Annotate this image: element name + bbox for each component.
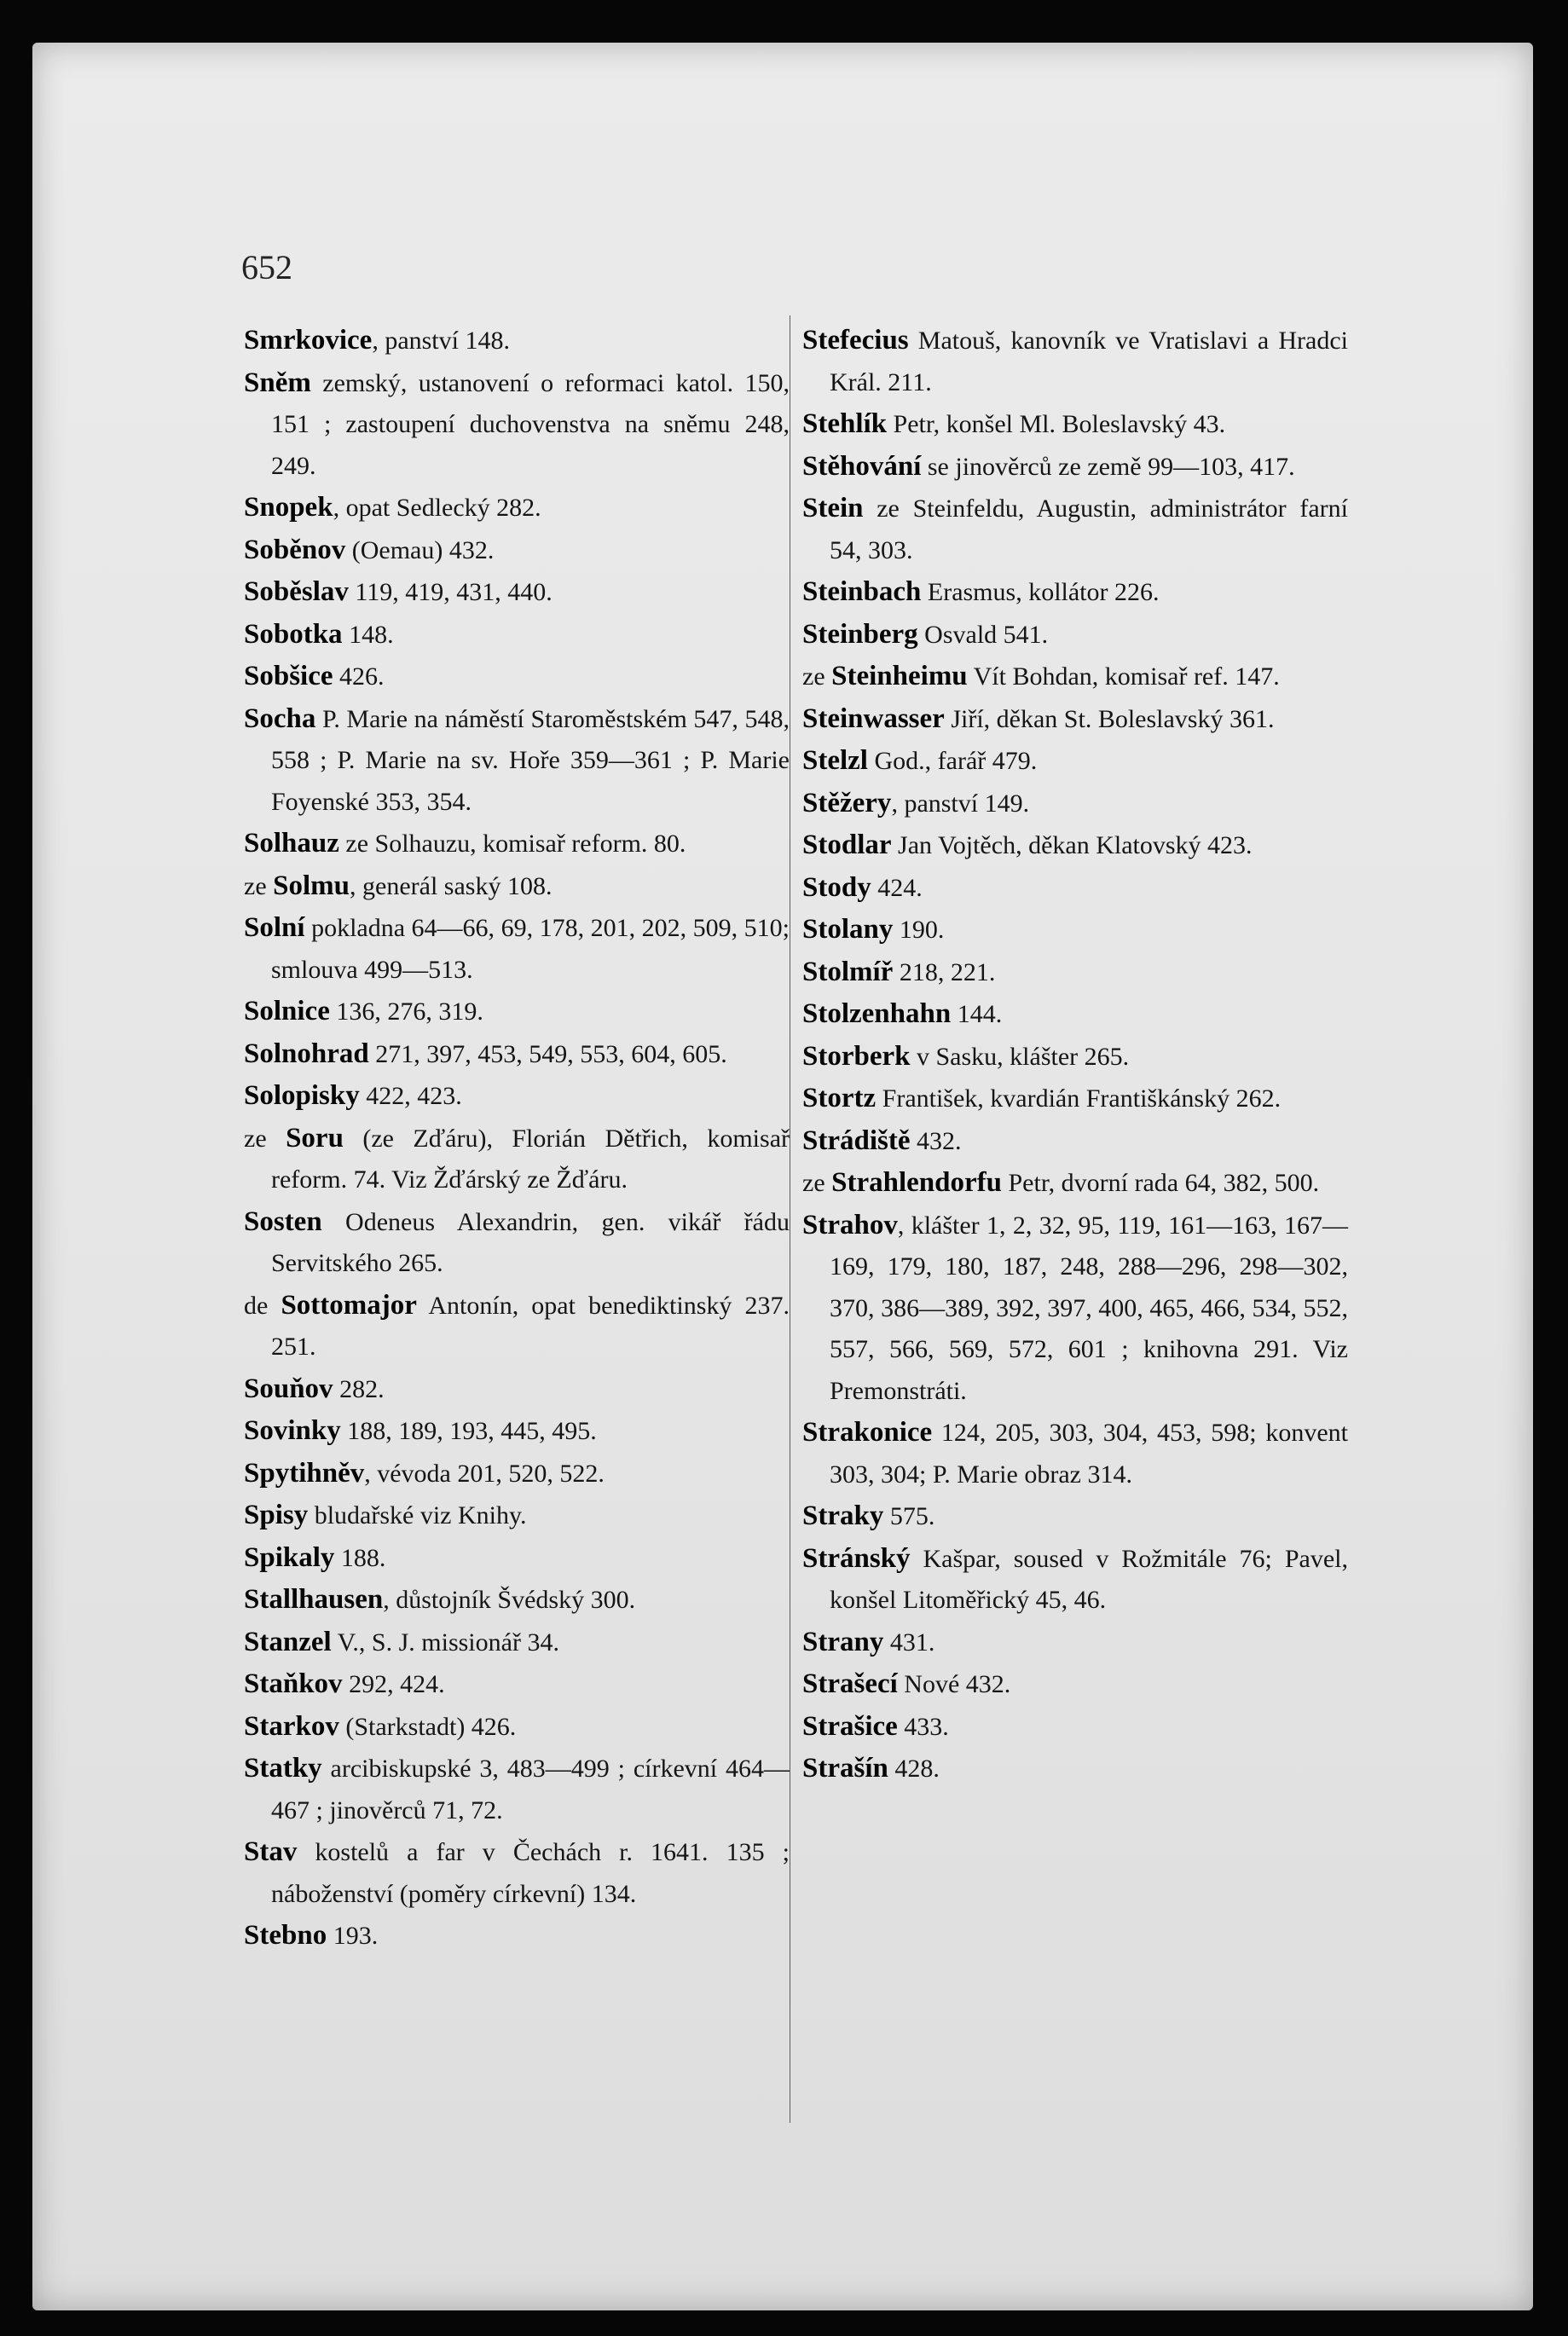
- entry-text: ze Steinfeldu, Augustin, administrátor farní 54, 303.: [830, 494, 1348, 564]
- index-entry: [244, 1706, 790, 1749]
- entry-headword: Steinheimu: [831, 661, 968, 691]
- entry-headword: Stelzl: [802, 745, 868, 776]
- entry-headword: Starkov: [244, 1710, 339, 1742]
- index-entry: [244, 1368, 790, 1411]
- entry-text: pokladna 64—66, 69, 178, 201, 202, 509, 510; smlouva 499—513.: [271, 914, 790, 984]
- entry-headword: Stanzel: [244, 1626, 332, 1657]
- entry-headword: Stolmíř: [802, 956, 894, 987]
- index-entry: [802, 1162, 1348, 1205]
- entry-headword: Strahlendorfu: [831, 1167, 1002, 1198]
- entry-text: 190.: [893, 916, 945, 944]
- index-entry: [244, 571, 790, 614]
- entry-headword: Strádiště: [802, 1125, 911, 1156]
- index-entry: [244, 991, 790, 1033]
- entry-text: Jan Vojtěch, děkan Klatovský 423.: [891, 831, 1253, 859]
- index-entry: [244, 1033, 790, 1076]
- index-entry: [802, 571, 1348, 614]
- entry-text: 292, 424.: [342, 1670, 445, 1698]
- entry-headword: Strašín: [802, 1753, 888, 1784]
- index-entry: [244, 907, 790, 991]
- entry-headword: Solnice: [244, 996, 330, 1026]
- entry-text: 575.: [883, 1502, 935, 1530]
- index-entry: [802, 488, 1348, 571]
- index-entry: [802, 1748, 1348, 1790]
- entry-headword: Storberk: [802, 1040, 911, 1072]
- index-entry: [802, 1538, 1348, 1622]
- entry-text: František, kvardián Františkánský 262.: [876, 1084, 1282, 1113]
- index-entry: [244, 1537, 790, 1580]
- index-entry: [802, 698, 1348, 741]
- entry-text: (ze Zďáru), Florián Dětřich, komisař reform. 74. Viz Žďárský ze Žďáru.: [271, 1124, 790, 1194]
- entry-text: Odeneus Alexandrin, gen. vikář řádu Servitského 265.: [271, 1207, 790, 1277]
- index-entry: [802, 320, 1348, 403]
- entry-text: 426.: [333, 662, 385, 691]
- entry-headword: Strašice: [802, 1710, 898, 1742]
- entry-headword: Stehlík: [802, 408, 888, 439]
- entry-text: P. Marie na náměstí Staroměstském 547, 548, 558 ; P. Marie na sv. Hoře 359—361 ; P. Marie Foyenské 353, 354.: [271, 704, 790, 816]
- entry-headword: Solnohrad: [244, 1038, 369, 1069]
- entry-text: Vít Bohdan, komisař ref. 147.: [967, 662, 1280, 691]
- entry-text: Osvald 541.: [917, 620, 1049, 649]
- entry-headword: Spikaly: [244, 1541, 335, 1573]
- entry-text: 282.: [333, 1374, 385, 1403]
- entry-headword: Strany: [802, 1626, 884, 1657]
- entry-text: (Oemau) 432.: [345, 535, 495, 564]
- index-entry: [802, 783, 1348, 825]
- index-entry: [802, 993, 1348, 1036]
- index-entry: [244, 487, 790, 529]
- entry-headword: Stody: [802, 871, 871, 903]
- entry-headword: Solhauz: [244, 828, 339, 859]
- entry-text: se jinověrců ze země 99—103, 417.: [921, 452, 1295, 481]
- index-column-left: [244, 320, 790, 1957]
- index-entry: [244, 1410, 790, 1453]
- entry-text: , generál saský 108.: [350, 871, 553, 900]
- index-entry: [244, 1831, 790, 1915]
- entry-text: , opat Sedlecký 282.: [333, 494, 541, 522]
- index-entry: [802, 1412, 1348, 1495]
- index-entry: [244, 1495, 790, 1537]
- entry-headword: Sosten: [244, 1206, 322, 1237]
- entry-text: 193.: [327, 1922, 379, 1950]
- entry-headword: Stolzenhahn: [802, 998, 952, 1029]
- entry-headword: Socha: [244, 703, 316, 734]
- entry-headword: Stefecius: [802, 325, 909, 356]
- entry-headword: Stolany: [802, 914, 894, 945]
- index-entry: [244, 656, 790, 698]
- entry-text: Matouš, kanovník ve Vratislavi a Hradci Král. 211.: [830, 327, 1348, 396]
- entry-headword: Soru: [286, 1122, 344, 1154]
- entry-text: Kašpar, soused v Rožmitále 76; Pavel, konšel Litoměřický 45, 46.: [830, 1544, 1348, 1614]
- index-entry: [802, 1205, 1348, 1413]
- index-entry: [244, 698, 790, 824]
- index-entry: [802, 824, 1348, 867]
- index-entry: [244, 1579, 790, 1622]
- index-entry: [244, 529, 790, 572]
- index-entry: [802, 656, 1348, 698]
- entry-text: 271, 397, 453, 549, 553, 604, 605.: [368, 1039, 727, 1068]
- index-entry: [802, 1622, 1348, 1664]
- index-entry: [802, 1706, 1348, 1749]
- index-entry: [802, 951, 1348, 994]
- index-entry: [244, 1118, 790, 1201]
- entry-headword: Spytihněv: [244, 1457, 365, 1489]
- entry-prefix: ze: [244, 1124, 286, 1153]
- entry-text: 431.: [883, 1628, 935, 1657]
- index-entry: [802, 1120, 1348, 1163]
- entry-headword: Straky: [802, 1500, 884, 1531]
- entry-headword: Soběslav: [244, 576, 349, 607]
- entry-text: , klášter 1, 2, 32, 95, 119, 161—163, 167—169, 179, 180, 187, 248, 288—296, 298—302, 370, 386—389, 392, 397, 400, 465, 466, 534, 552, 557, 566, 569, 572, 601 ; knihovna 291. Viz Premonstráti.: [830, 1211, 1348, 1405]
- entry-text: 188, 189, 193, 445, 495.: [340, 1417, 597, 1445]
- index-entry: [244, 1622, 790, 1664]
- entry-headword: Statky: [244, 1753, 322, 1784]
- index-entry: [802, 867, 1348, 910]
- entry-headword: Stein: [802, 493, 864, 523]
- entry-headword: Strahov: [802, 1209, 898, 1240]
- index-entry: [802, 1495, 1348, 1538]
- entry-headword: Stránský: [802, 1542, 911, 1574]
- index-entry: [802, 403, 1348, 446]
- entry-text: Nové 432.: [897, 1670, 1011, 1698]
- entry-text: Erasmus, kollátor 226.: [921, 578, 1160, 606]
- entry-headword: Spisy: [244, 1500, 309, 1530]
- entry-text: 136, 276, 319.: [329, 997, 483, 1026]
- index-entry: [244, 320, 790, 362]
- entry-headword: Stortz: [802, 1083, 877, 1113]
- entry-headword: Solní: [244, 912, 305, 943]
- entry-headword: Sněm: [244, 367, 311, 398]
- book-page: [32, 43, 1533, 2310]
- index-entry: [244, 1075, 790, 1118]
- entry-text: 424.: [871, 873, 923, 902]
- entry-text: zemský, ustanovení o reformaci katol. 150, 151 ; zastoupení duchovenstva na sněmu 248, 249.: [271, 368, 790, 480]
- entry-headword: Solopisky: [244, 1080, 360, 1111]
- entry-text: 144.: [951, 1000, 1003, 1028]
- entry-text: 124, 205, 303, 304, 453, 598; konvent 303, 304; P. Marie obraz 314.: [830, 1419, 1348, 1489]
- index-entry: [244, 1285, 790, 1368]
- entry-headword: Sobšice: [244, 661, 333, 691]
- entry-text: 433.: [897, 1712, 949, 1741]
- entry-prefix: de: [244, 1291, 281, 1320]
- entry-headword: Stebno: [244, 1920, 327, 1951]
- index-entry: [802, 614, 1348, 656]
- index-entry: [244, 614, 790, 656]
- entry-prefix: ze: [802, 662, 832, 691]
- entry-text: 148.: [342, 620, 394, 649]
- entry-text: , panství 148.: [372, 327, 510, 355]
- entry-headword: Stav: [244, 1836, 298, 1867]
- entry-text: ze Solhauzu, komisař reform. 80.: [338, 830, 686, 858]
- index-entry: [802, 1663, 1348, 1706]
- entry-headword: Soběnov: [244, 534, 346, 565]
- entry-text: 432.: [910, 1126, 962, 1155]
- index-entry: [244, 823, 790, 865]
- entry-text: v Sasku, klášter 265.: [910, 1042, 1130, 1071]
- entry-headword: Strašecí: [802, 1668, 898, 1699]
- entry-headword: Steinbach: [802, 576, 922, 607]
- entry-headword: Sottomajor: [281, 1289, 417, 1321]
- index-entry: [244, 1663, 790, 1706]
- index-entry: [802, 446, 1348, 489]
- entry-headword: Stallhausen: [244, 1584, 384, 1615]
- entry-text: 422, 423.: [359, 1082, 462, 1110]
- entry-text: Jiří, děkan St. Boleslavský 361.: [944, 704, 1275, 733]
- entry-headword: Smrkovice: [244, 325, 373, 356]
- entry-text: Petr, dvorní rada 64, 382, 500.: [1002, 1169, 1320, 1197]
- index-entry: [244, 1915, 790, 1957]
- entry-headword: Stěhování: [802, 450, 922, 482]
- entry-headword: Snopek: [244, 492, 333, 523]
- entry-text: 428.: [888, 1755, 940, 1783]
- entry-headword: Staňkov: [244, 1668, 343, 1699]
- entry-text: 119, 419, 431, 440.: [348, 578, 553, 606]
- entry-text: Petr, konšel Ml. Boleslavský 43.: [887, 410, 1226, 438]
- entry-text: , vévoda 201, 520, 522.: [364, 1459, 605, 1488]
- entry-prefix: ze: [802, 1169, 832, 1197]
- entry-text: God., farář 479.: [867, 747, 1038, 775]
- index-column-right: [802, 320, 1348, 1790]
- index-entry: [244, 1201, 790, 1285]
- entry-headword: Strakonice: [802, 1417, 933, 1448]
- entry-text: 218, 221.: [893, 957, 996, 986]
- index-entry: [244, 1453, 790, 1495]
- entry-headword: Sobotka: [244, 618, 343, 650]
- entry-headword: Souňov: [244, 1373, 333, 1404]
- entry-headword: Steinwasser: [802, 703, 945, 734]
- entry-text: kostelů a far v Čechách r. 1641. 135 ; náboženství (poměry církevní) 134.: [271, 1838, 790, 1908]
- entry-headword: Stodlar: [802, 830, 892, 860]
- entry-headword: Steinberg: [802, 618, 918, 650]
- entry-text: , důstojník Švédský 300.: [383, 1586, 636, 1614]
- index-entry: [244, 865, 790, 908]
- entry-text: arcibiskupské 3, 483—499 ; církevní 464—467 ; jinověrců 71, 72.: [271, 1755, 790, 1824]
- index-entry: [244, 362, 790, 488]
- entry-text: , panství 149.: [891, 789, 1030, 818]
- entry-headword: Solmu: [273, 870, 350, 901]
- entry-text: V., S. J. missionář 34.: [331, 1628, 559, 1657]
- page-number: 652: [241, 248, 292, 286]
- entry-text: 188.: [334, 1543, 386, 1572]
- entry-text: bludařské viz Knihy.: [308, 1501, 527, 1529]
- index-entry: [802, 1078, 1348, 1120]
- entry-headword: Stěžery: [802, 787, 892, 818]
- index-entry: [802, 1036, 1348, 1078]
- entry-text: (Starkstadt) 426.: [338, 1712, 517, 1741]
- index-entry: [802, 740, 1348, 783]
- index-entry: [244, 1748, 790, 1831]
- entry-prefix: ze: [244, 871, 274, 900]
- entry-text: Antonín, opat benediktinský 237. 251.: [271, 1291, 790, 1361]
- index-entry: [802, 909, 1348, 951]
- entry-headword: Sovinky: [244, 1415, 341, 1446]
